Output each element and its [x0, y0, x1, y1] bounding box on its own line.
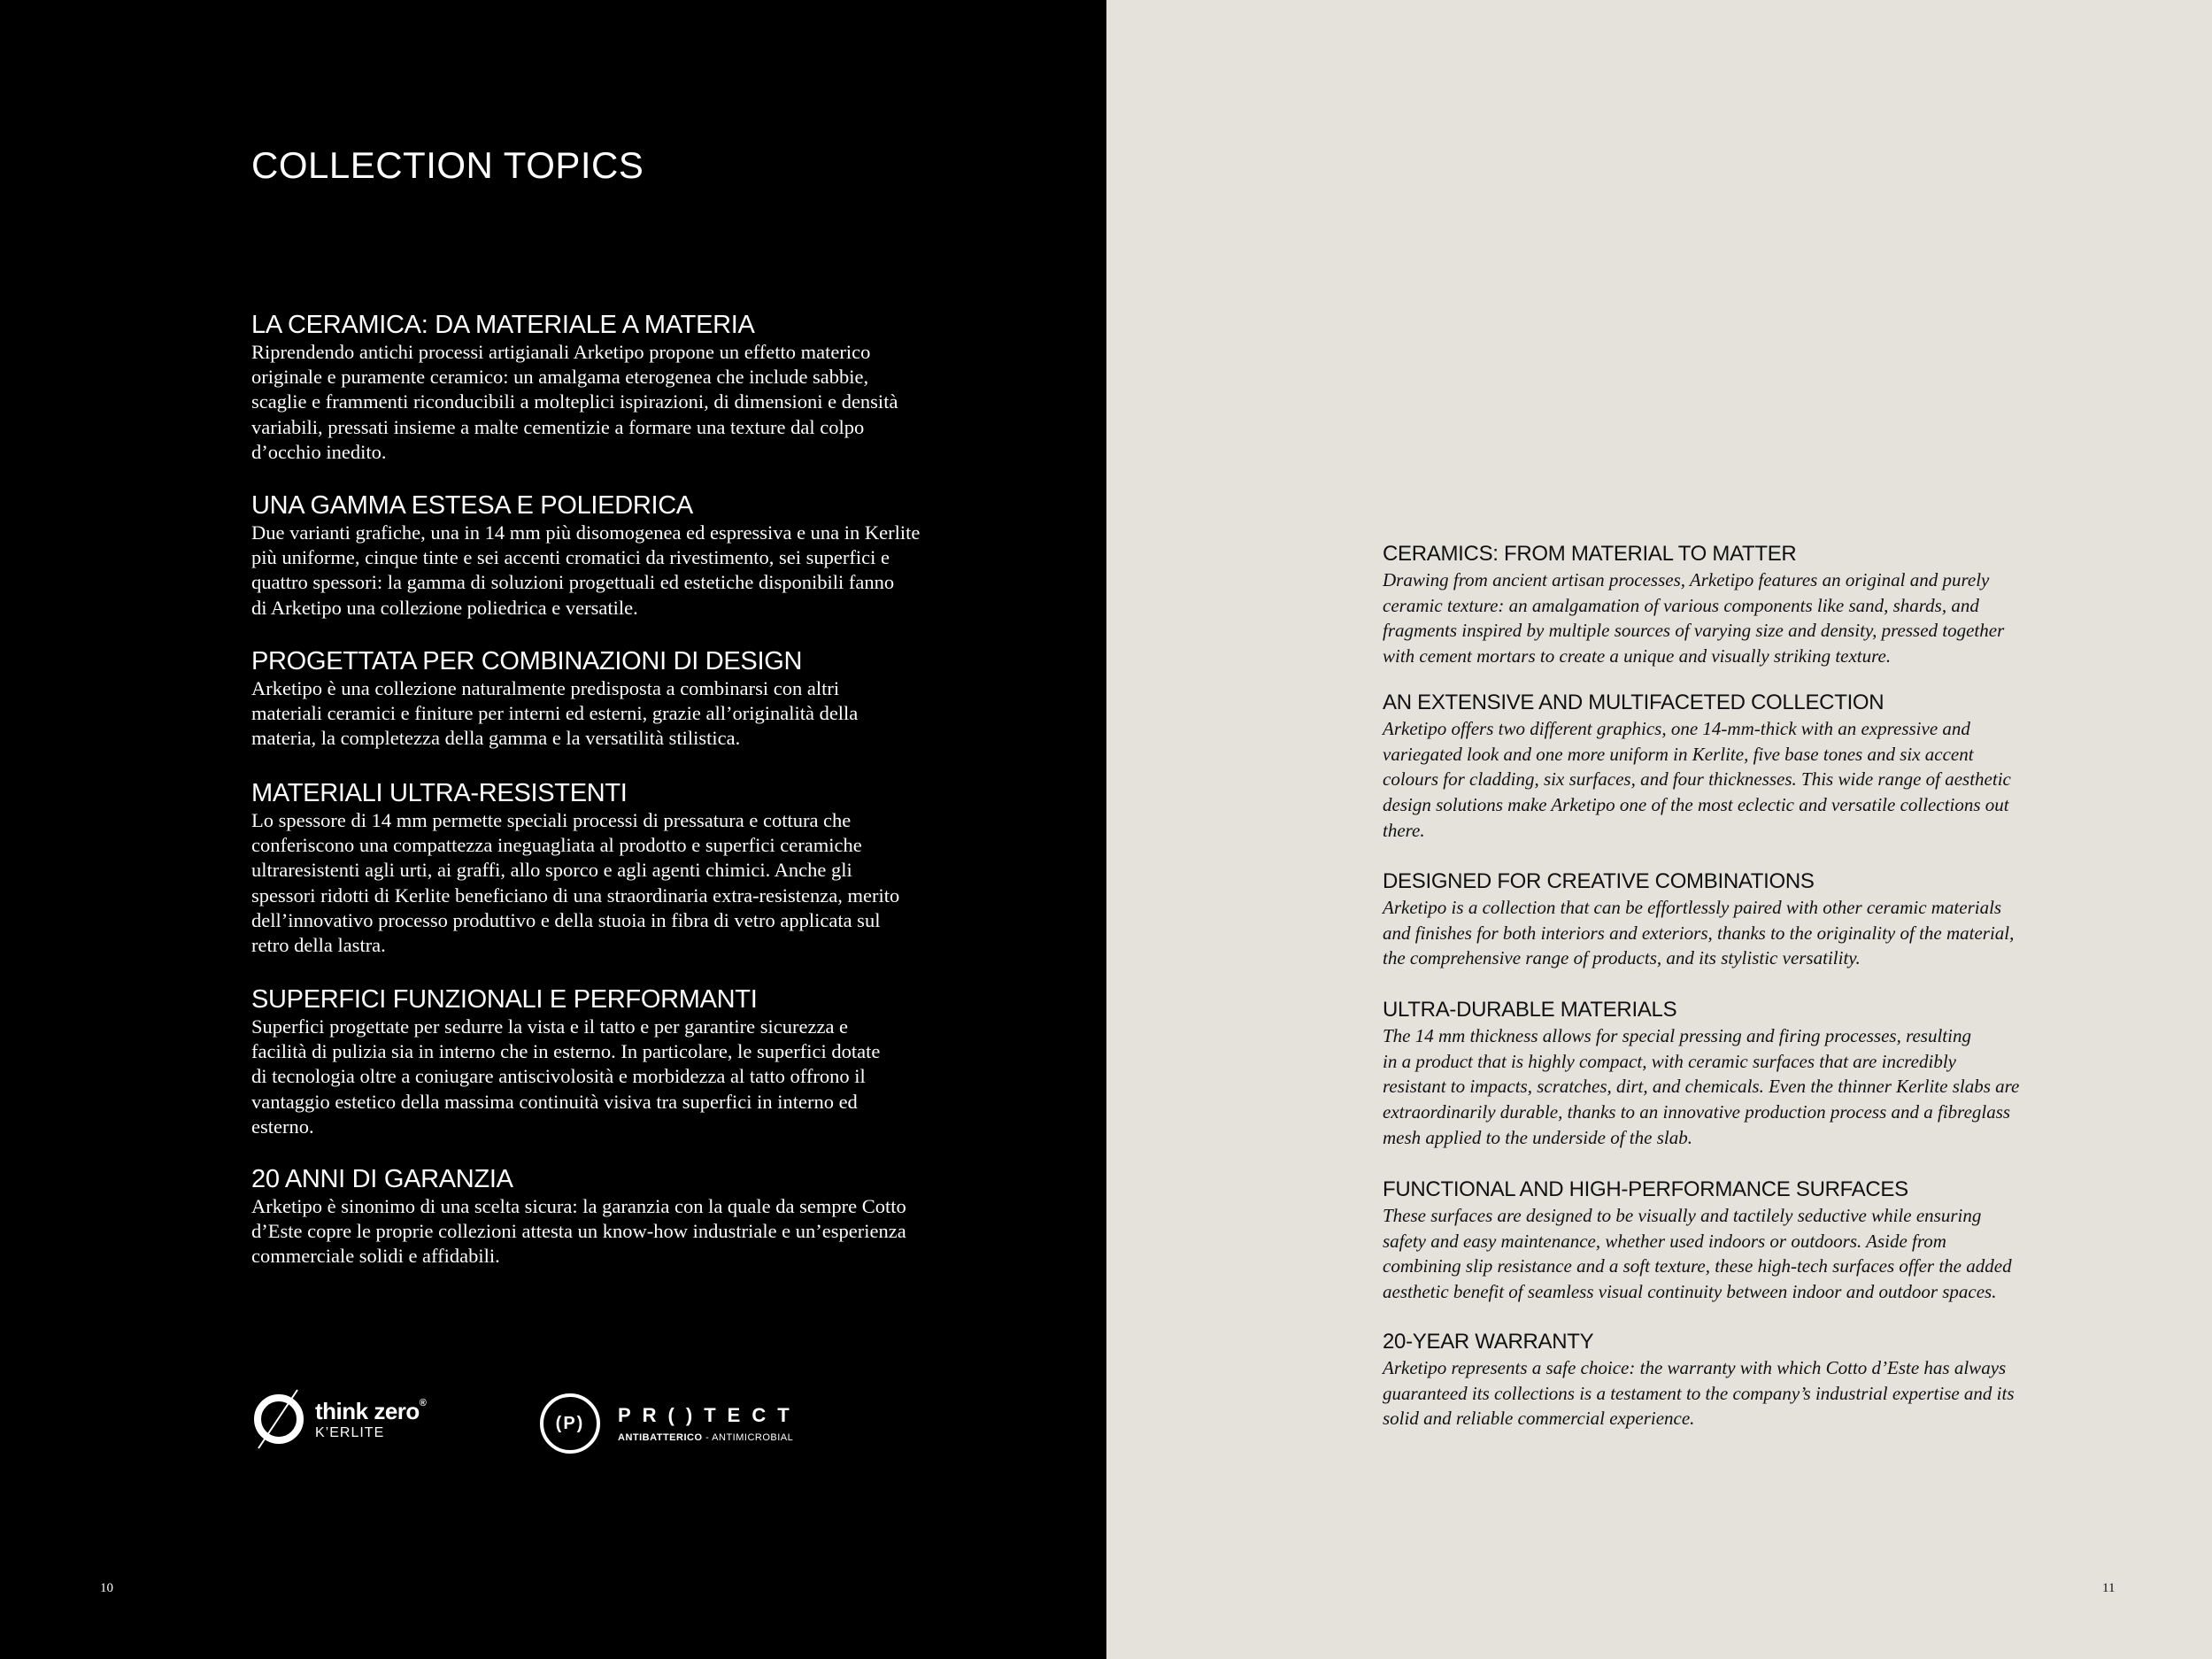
topic-body-line: These surfaces are designed to be visually and tactilely seductive while ensuring [1383, 1205, 1982, 1226]
topic-heading: 20-YEAR WARRANTY [1383, 1330, 1594, 1354]
topic-section [251, 1164, 906, 1269]
topic-body-line: Arketipo offers two different graphics, one 14-mm-thick with an expressive and [1383, 718, 1970, 739]
topic-section [251, 646, 858, 752]
topic-body-line: in a product that is highly compact, with ceramic surfaces that are incredibly [1383, 1050, 1956, 1072]
topic-heading: FUNCTIONAL AND HIGH-PERFORMANCE SURFACES [1383, 1177, 1908, 1201]
topic-body-line: extraordinarily durable, thanks to an innovative production process and a fibreglass [1383, 1101, 2011, 1123]
topic-heading: ULTRA-DURABLE MATERIALS [1383, 998, 1677, 1022]
topic-body-line: d’occhio inedito. [251, 440, 387, 463]
topic-body-line: Lo spessore di 14 mm permette speciali processi di pressatura e cottura che [251, 809, 852, 831]
think-zero-text: think zero [315, 1397, 420, 1424]
topic-body-line: guaranteed its collections is a testament to the company’s industrial expertise and its [1383, 1382, 2015, 1404]
registered-mark: ® [419, 1397, 427, 1408]
topic-body-line: the comprehensive range of products, and its stylistic versatility. [1383, 947, 1861, 969]
topic-body-line: ultraresistenti agli urti, ai graffi, allo sporco e agli agenti chimici. Anche gli [251, 859, 852, 882]
topic-heading: PROGETTATA PER COMBINAZIONI DI DESIGN [251, 647, 803, 675]
topic-body-line: safety and easy maintenance, whether used indoors or outdoors. Aside from [1383, 1230, 1946, 1252]
topic-body-line: combining slip resistance and a soft texture, these high-tech surfaces offer the added [1383, 1255, 2012, 1277]
topic-body-line: resistant to impacts, scratches, dirt, and chemicals. Even the thinner Kerlite slabs are [1383, 1076, 2020, 1098]
topic-body-line: aesthetic benefit of seamless visual continuity between indoor and outdoor spaces. [1383, 1281, 1997, 1303]
topic-body-line: fragments inspired by multiple sources of varying size and density, pressed together [1383, 620, 2005, 642]
think-zero-logo [251, 1388, 426, 1450]
topic-body-line: there. [1383, 819, 1425, 841]
topic-body-line: Arketipo is a collection that can be effortlessly paired with other ceramic materials [1383, 897, 2002, 918]
topic-body-line: di tecnologia oltre a coniugare antiscivolosità e morbidezza al tatto offrono il [251, 1065, 866, 1088]
topic-heading: DESIGNED FOR CREATIVE COMBINATIONS [1383, 869, 1815, 893]
topic-body-line: vantaggio estetico della massima continuità visiva tra superfici in interno ed [251, 1090, 858, 1113]
topic-body-line: solid and reliable commercial experience. [1383, 1408, 1695, 1430]
topic-section [1383, 690, 2011, 844]
kerlite-text: K’ERLITE [315, 1424, 385, 1440]
topic-body-line: The 14 mm thickness allows for special pressing and firing processes, resulting [1383, 1025, 1971, 1046]
think-zero-icon [251, 1388, 306, 1450]
topic-body-line: originale e puramente ceramico: un amalgama eterogenea che include sabbie, [251, 366, 869, 389]
topic-heading: SUPERFICI FUNZIONALI E PERFORMANTI [251, 985, 758, 1014]
topic-section [251, 310, 898, 465]
topic-section [1383, 868, 2014, 971]
page-number-right: 11 [2102, 1581, 2116, 1595]
topic-body-line: dell’innovativo processo produttivo e della stuoia in fibra di vetro applicata sul [251, 908, 881, 931]
right-page [1106, 0, 2212, 1659]
topic-heading: UNA GAMMA ESTESA E POLIEDRICA [251, 491, 693, 520]
topic-body-line: facilità di pulizia sia in interno che in esterno. In particolare, le superfici dotate [251, 1040, 881, 1063]
topic-body-line: Riprendendo antichi processi artigianali Arketipo propone un effetto materico [251, 341, 871, 363]
topic-section [251, 984, 880, 1139]
topic-body-line: conferiscono una compattezza ineguagliata al prodotto e superfici ceramiche [251, 834, 862, 857]
topic-body-line: d’Este copre le proprie collezioni attesta un know-how industriale e un’esperienza [251, 1220, 906, 1243]
topic-body-line: mesh applied to the underside of the slab. [1383, 1126, 1692, 1148]
protect-sub: - ANTIMICROBIAL [702, 1432, 794, 1443]
topic-body-line: di Arketipo una collezione poliedrica e versatile. [251, 596, 638, 619]
topic-body-line: retro della lastra. [251, 934, 386, 957]
topic-body-line: più uniforme, cinque tinte e sei accenti cromatici da rivestimento, sei superfici e [251, 546, 890, 569]
topic-heading: AN EXTENSIVE AND MULTIFACETED COLLECTION [1383, 691, 1884, 714]
topic-body-line: scaglie e frammenti riconducibili a molteplici ispirazioni, di dimensioni e densità [251, 390, 898, 413]
topic-body-line: with cement mortars to create a unique and visually striking texture. [1383, 645, 1892, 667]
topic-body-line: Superfici progettate per sedurre la vista e il tatto e per garantire sicurezza e [251, 1015, 849, 1038]
topic-section [251, 490, 920, 621]
topic-body-line: colours for cladding, six surfaces, and four thicknesses. This wide range of aesthetic [1383, 768, 2011, 791]
topic-body-line: and finishes for both interiors and exteriors, thanks to the originality of the material, [1383, 922, 2015, 944]
topic-section [1383, 1177, 2012, 1305]
topic-body-line: ceramic texture: an amalgamation of various components like sand, shards, and [1383, 594, 1979, 616]
topic-body-line: quattro spessori: la gamma di soluzioni progettuali ed estetiche disponibili fanno [251, 571, 895, 594]
topic-body-line: design solutions make Arketipo one of the most eclectic and versatile collections out [1383, 794, 2009, 816]
protect-sub-bold: ANTIBATTERICO [618, 1432, 703, 1443]
topic-body-line: Arketipo è sinonimo di una scelta sicura: la garanzia con la quale da sempre Cotto [251, 1195, 906, 1217]
topic-body-line: Arketipo è una collezione naturalmente predisposta a combinarsi con altri [251, 677, 840, 699]
topic-body-line: variegated look and one more uniform in Kerlite, five base tones and six accent [1383, 743, 1974, 765]
topic-body-line: Drawing from ancient artisan processes, Arketipo features an original and purely [1383, 569, 1990, 590]
topic-body-line: variabili, pressati insieme a malte cementizie a formare una texture dal colpo [251, 415, 865, 438]
topic-body-line: commerciale solidi e affidabili. [251, 1245, 500, 1268]
topic-heading: MATERIALI ULTRA-RESISTENTI [251, 779, 628, 807]
topic-heading: CERAMICS: FROM MATERIAL TO MATTER [1383, 542, 1797, 566]
topic-body-line: Due varianti grafiche, una in 14 mm più disomogenea ed espressiva e una in Kerlite [251, 521, 921, 544]
protect-text: PR()TECT [618, 1404, 801, 1426]
page-number-left: 10 [100, 1581, 113, 1595]
protect-logo [540, 1393, 801, 1454]
topic-section [1383, 997, 2019, 1151]
protect-icon: (P) [540, 1393, 600, 1454]
topic-section [251, 778, 899, 958]
topic-body-line: esterno. [251, 1115, 314, 1138]
topic-section [1383, 1329, 2015, 1431]
page-title: COLLECTION TOPICS [251, 144, 644, 186]
topic-body-line: spessori ridotti di Kerlite beneficiano di una straordinaria extra-resistenza, merito [251, 884, 900, 907]
topic-section [1383, 541, 2004, 669]
topic-body-line: materia, la completezza della gamma e la versatilità stilistica. [251, 727, 741, 750]
topic-heading: LA CERAMICA: DA MATERIALE A MATERIA [251, 311, 755, 339]
topic-heading: 20 ANNI DI GARANZIA [251, 1165, 513, 1193]
topic-body-line: materiali ceramici e finiture per interni ed esterni, grazie all’originalità della [251, 702, 859, 725]
topic-body-line: Arketipo represents a safe choice: the warranty with which Cotto d’Este has always [1383, 1357, 2007, 1378]
